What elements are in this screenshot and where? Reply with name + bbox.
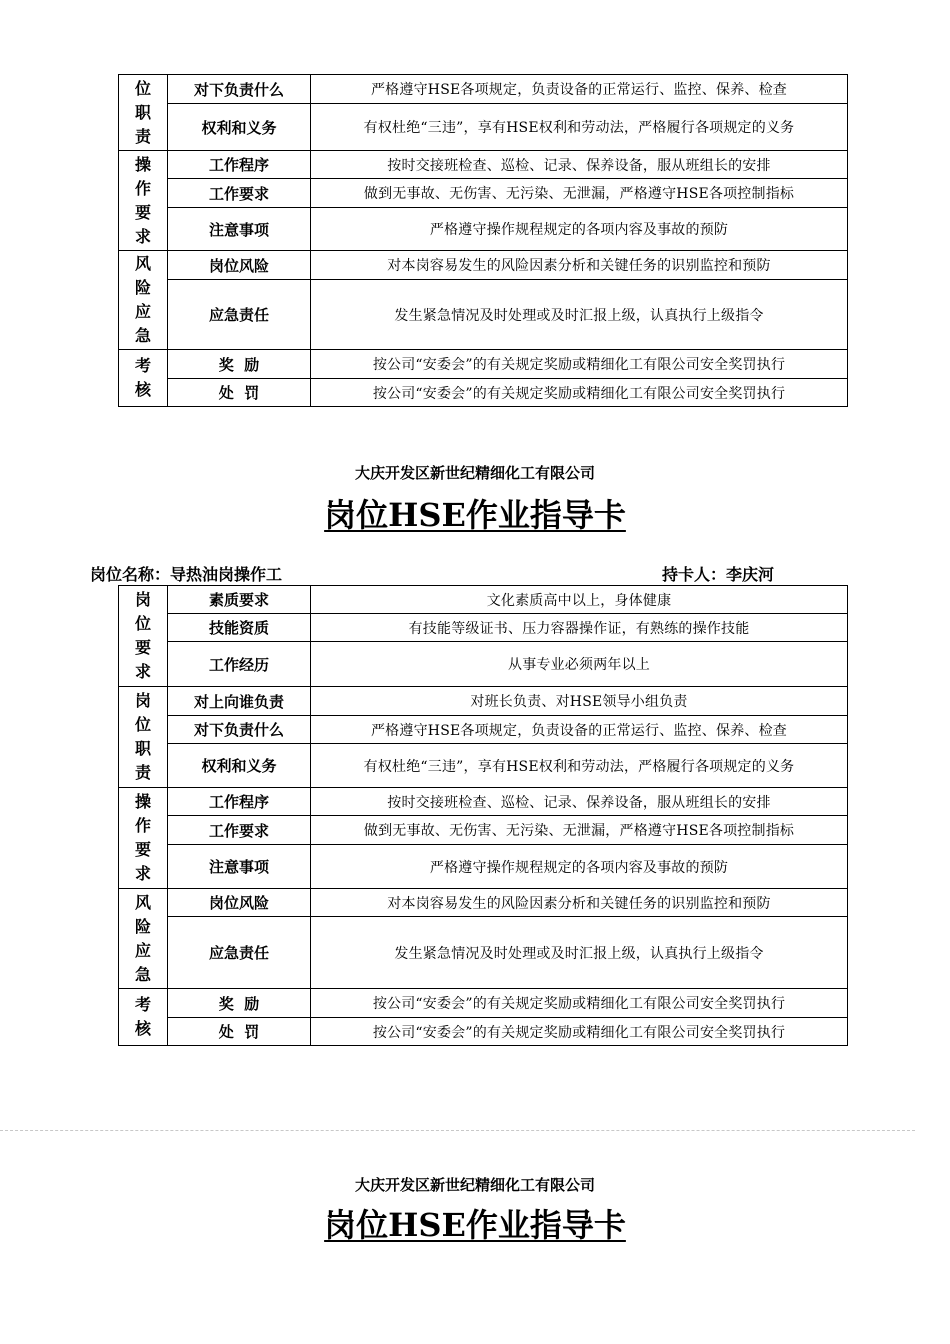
group-cell-assessment: 考 核 — [119, 350, 168, 407]
row-label: 应急责任 — [168, 917, 311, 989]
row-label: 工作要求 — [168, 179, 311, 208]
table-row — [119, 989, 848, 1018]
table-row — [119, 104, 848, 151]
row-label: 素质要求 — [168, 586, 311, 614]
row-value: 发生紧急情况及时处理或及时汇报上级，认真执行上级指令 — [311, 280, 848, 350]
row-label: 应急责任 — [168, 280, 311, 350]
next-card-title: 岗位HSE作业指导卡 — [324, 1206, 626, 1244]
table-row — [119, 687, 848, 716]
row-label: 注意事项 — [168, 845, 311, 889]
row-label: 对下负责什么 — [168, 75, 311, 104]
row-label: 工作程序 — [168, 151, 311, 179]
table-row — [119, 816, 848, 845]
row-value: 按公司“安委会”的有关规定奖励或精细化工有限公司安全奖罚执行 — [311, 350, 848, 379]
group-cell-risk: 风 险 应 急 — [119, 251, 168, 350]
post-name: 岗位名称：导热油岗操作工 — [90, 565, 283, 584]
group-cell-operation: 操 作 要 求 — [119, 151, 168, 251]
row-label: 权利和义务 — [168, 104, 311, 151]
table-row — [119, 642, 848, 687]
group-cell-assessment: 考 核 — [119, 989, 168, 1046]
row-label: 工作要求 — [168, 816, 311, 845]
row-value: 严格遵守操作规程规定的各项内容及事故的预防 — [311, 845, 848, 889]
row-value: 有权杜绝“三违”，享有HSE权利和劳动法，严格履行各项规定的义务 — [311, 104, 848, 151]
row-value: 按时交接班检查、巡检、记录、保养设备，服从班组长的安排 — [311, 788, 848, 816]
row-value: 对本岗容易发生的风险因素分析和关键任务的识别监控和预防 — [311, 889, 848, 917]
table-row — [119, 586, 848, 614]
table-row — [119, 845, 848, 889]
row-label: 工作程序 — [168, 788, 311, 816]
row-label: 处 罚 — [168, 379, 311, 407]
row-value: 文化素质高中以上，身体健康 — [311, 586, 848, 614]
row-label: 对上向谁负责 — [168, 687, 311, 716]
row-value: 严格遵守HSE各项规定，负责设备的正常运行、监控、保养、检查 — [311, 75, 848, 104]
row-value: 按公司“安委会”的有关规定奖励或精细化工有限公司安全奖罚执行 — [311, 989, 848, 1018]
table-row — [119, 251, 848, 280]
table-row — [119, 889, 848, 917]
row-value: 做到无事故、无伤害、无污染、无泄漏，严格遵守HSE各项控制指标 — [311, 179, 848, 208]
page-break-divider — [0, 1130, 915, 1131]
row-value: 对班长负责、对HSE领导小组负责 — [311, 687, 848, 716]
row-value: 做到无事故、无伤害、无污染、无泄漏，严格遵守HSE各项控制指标 — [311, 816, 848, 845]
row-label: 权利和义务 — [168, 744, 311, 788]
table-row — [119, 208, 848, 251]
table-row — [119, 179, 848, 208]
row-label: 对下负责什么 — [168, 716, 311, 744]
table-row — [119, 1018, 848, 1046]
group-cell-duty: 位 职 责 — [119, 75, 168, 151]
row-label: 奖 励 — [168, 989, 311, 1018]
row-value: 严格遵守操作规程规定的各项内容及事故的预防 — [311, 208, 848, 251]
row-label: 岗位风险 — [168, 889, 311, 917]
group-cell-requirements: 岗 位 要 求 — [119, 586, 168, 687]
table-row — [119, 350, 848, 379]
table-row — [119, 379, 848, 407]
group-cell-risk: 风 险 应 急 — [119, 889, 168, 989]
row-label: 岗位风险 — [168, 251, 311, 280]
row-value: 有权杜绝“三违”，享有HSE权利和劳动法，严格履行各项规定的义务 — [311, 744, 848, 788]
card-title: 岗位HSE作业指导卡 — [324, 496, 626, 534]
row-value: 按公司“安委会”的有关规定奖励或精细化工有限公司安全奖罚执行 — [311, 1018, 848, 1046]
table-row — [119, 280, 848, 350]
hse-card-table — [118, 585, 848, 1046]
group-cell-duty: 岗 位 职 责 — [119, 687, 168, 788]
row-value: 严格遵守HSE各项规定，负责设备的正常运行、监控、保养、检查 — [311, 716, 848, 744]
row-value: 按公司“安委会”的有关规定奖励或精细化工有限公司安全奖罚执行 — [311, 379, 848, 407]
row-label: 技能资质 — [168, 614, 311, 642]
row-value: 从事专业必须两年以上 — [311, 642, 848, 687]
row-value: 按时交接班检查、巡检、记录、保养设备，服从班组长的安排 — [311, 151, 848, 179]
row-label: 奖 励 — [168, 350, 311, 379]
row-label: 注意事项 — [168, 208, 311, 251]
row-value: 发生紧急情况及时处理或及时汇报上级，认真执行上级指令 — [311, 917, 848, 989]
company-name: 大庆开发区新世纪精细化工有限公司 — [354, 464, 595, 482]
row-value: 有技能等级证书、压力容器操作证，有熟练的操作技能 — [311, 614, 848, 642]
table-row — [119, 75, 848, 104]
next-company-name: 大庆开发区新世纪精细化工有限公司 — [354, 1176, 595, 1194]
row-label: 工作经历 — [168, 642, 311, 687]
top-card-table — [118, 74, 848, 407]
table-row — [119, 917, 848, 989]
row-label: 处 罚 — [168, 1018, 311, 1046]
table-row — [119, 788, 848, 816]
table-row — [119, 716, 848, 744]
card-holder: 持卡人：李庆河 — [662, 565, 775, 584]
table-row — [119, 614, 848, 642]
row-value: 对本岗容易发生的风险因素分析和关键任务的识别监控和预防 — [311, 251, 848, 280]
table-row — [119, 151, 848, 179]
table-row — [119, 744, 848, 788]
group-cell-operation: 操 作 要 求 — [119, 788, 168, 889]
